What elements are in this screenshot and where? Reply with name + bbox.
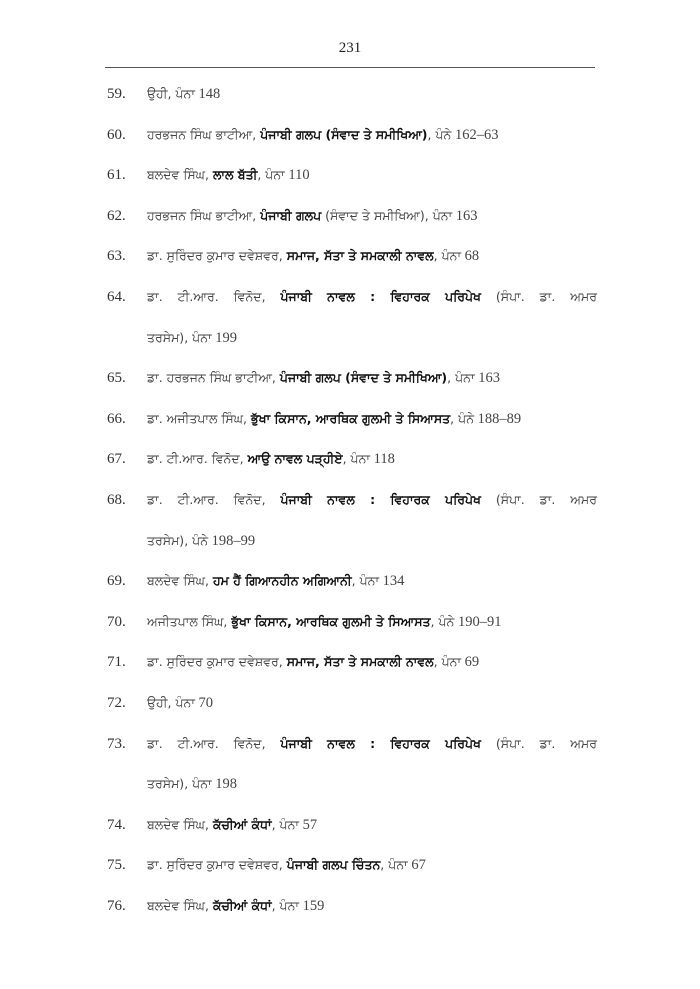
author: ਹਰਭਜਨ ਸਿੰਘ ਭਾਟੀਆ (147, 207, 253, 223)
page-label: ਪੰਨਾ (432, 207, 453, 223)
page-reference (192, 776, 237, 792)
endnote-item (107, 358, 597, 399)
page-number: 231 (338, 40, 362, 56)
author: ਡਾ. ਸੁਰਿੰਦਰ ਕੁਮਾਰ ਦਵੇਸ਼ਵਰ (147, 248, 279, 264)
book-title: ਪੰਜਾਬੀ ਗਲਪ (260, 207, 322, 223)
page-reference (175, 86, 220, 102)
page-value: 163 (478, 370, 500, 387)
author: ਡਾ. ਟੀ.ਆਰ. ਵਿਨੋਦ (147, 735, 262, 751)
page-label: ਪੰਨਾ (192, 329, 212, 345)
endnote-text: ਡਾ. ਸੁਰਿੰਦਰ ਕੁਮਾਰ ਦਵੇਸ਼ਵਰ, ਪੰਜਾਬੀ ਗਲਪ ਚਿੰਤਨ, ਪੰਨਾ 67 (147, 857, 426, 874)
page-label: ਪੰਨਾ (441, 248, 462, 264)
author: ਡਾ. ਸੁਰਿੰਦਰ ਕੁਮਾਰ ਦਵੇਸ਼ਵਰ (147, 857, 279, 873)
book-title: ਪੰਜਾਬੀ ਗਲਪ (ਸੰਵਾਦ ਤੇ ਸਮੀਖਿਆ) (260, 126, 428, 142)
page-reference (265, 167, 309, 183)
page-label: ਪੰਨਾ (175, 86, 195, 101)
page-reference (360, 573, 405, 589)
page-label: ਪੰਨੇ (458, 410, 475, 426)
header-rule (105, 67, 595, 68)
editor-note: (ਸੰਵਾਦ ਤੇ ਸਮੀਖਿਆ) (325, 207, 425, 223)
page-reference (175, 695, 213, 711)
endnote-number: 59. (107, 86, 126, 102)
endnote-number: 66. (107, 410, 126, 427)
page-label: ਪੰਨਾ (455, 370, 475, 386)
endnote-number: 76. (107, 897, 126, 914)
author: ਬਲਦੇਵ ਸਿੰਘ (147, 167, 205, 183)
book-title: ਆਉ ਨਾਵਲ ਪੜ੍ਹੀਏ (247, 451, 343, 467)
page-label: ਪੰਨਾ (279, 897, 299, 913)
endnote-item (107, 724, 597, 805)
book-title: ਪੰਜਾਬੀ ਨਾਵਲ : ਵਿਹਾਰਕ ਪਰਿਪੇਖ (280, 735, 481, 751)
page-label: ਪੰਨਾ (192, 776, 212, 792)
endnote-text: ਬਲਦੇਵ ਸਿੰਘ, ਕੱਚੀਆਂ ਕੰਧਾਂ, ਪੰਨਾ 57 (147, 816, 318, 833)
endnote-item (107, 115, 597, 156)
endnote-item (107, 399, 597, 440)
endnote-item (107, 642, 597, 683)
editor-note-continued: ਤਰਸੇਮ) (147, 776, 185, 792)
endnote-number: 69. (107, 573, 126, 590)
book-title: ਪੰਜਾਬੀ ਨਾਵਲ : ਵਿਹਾਰਕ ਪਰਿਪੇਖ (280, 288, 481, 304)
author: ਉਹੀ (147, 86, 168, 101)
page-reference (442, 654, 480, 670)
page-label: ਪੰਨਾ (388, 857, 408, 873)
endnote-text: ਡਾ. ਸੁਰਿੰਦਰ ਕੁਮਾਰ ਦਵੇਸ਼ਵਰ, ਸਮਾਜ, ਸੱਤਾ ਤੇ ਸਮਕਾਲੀ ਨਾਵਲ, ਪੰਨਾ 69 (147, 654, 480, 671)
author: ਹਰਭਜਨ ਸਿੰਘ ਭਾਟੀਆ (147, 126, 253, 142)
endnote-number: 72. (107, 694, 126, 711)
page-value: 70 (198, 694, 214, 711)
author: ਉਹੀ (147, 694, 168, 710)
endnote-number: 60. (107, 126, 126, 143)
page-label: ਪੰਨੇ (435, 126, 452, 142)
endnote-number: 63. (107, 248, 126, 265)
page-label: ਪੰਨਾ (359, 573, 380, 589)
page-value: 148 (198, 86, 221, 102)
book-title: ਹਮ ਹੈਂ ਗਿਆਨਹੀਨ ਅਗਿਆਨੀ (212, 573, 352, 589)
page-reference (433, 208, 478, 224)
page-value: 57 (302, 816, 318, 833)
endnote-item (107, 196, 597, 237)
page-value: 110 (288, 167, 310, 184)
page-value: 163 (455, 207, 478, 224)
endnote-text: ਉਹੀ, ਪੰਨਾ 148 (147, 86, 221, 102)
editor-note: (ਸੰਪਾ. ਡਾ. ਅਮਰ (495, 735, 597, 751)
endnote-number: 74. (107, 816, 126, 833)
page-value: 198–99 (211, 532, 256, 549)
endnote-text: ਬਲਦੇਵ ਸਿੰਘ, ਹਮ ਹੈਂ ਗਿਆਨਹੀਨ ਅਗਿਆਨੀ, ਪੰਨਾ 134 (147, 573, 405, 590)
endnote-item (107, 277, 597, 358)
book-title: ਭੁੱਖਾ ਕਿਸਾਨ, ਆਰਥਿਕ ਗੁਲਮੀ ਤੇ ਸਿਆਸਤ (231, 613, 431, 629)
page-label: ਪੰਨਾ (265, 167, 285, 183)
endnote-number: 71. (107, 654, 126, 671)
book-title: ਪੰਜਾਬੀ ਗਲਪ (ਸੰਵਾਦ ਤੇ ਸਮੀਖਿਆ) (279, 370, 448, 386)
page-value: 199 (215, 329, 237, 346)
endnote-number: 61. (107, 167, 126, 184)
page-label: ਪੰਨਾ (350, 451, 370, 467)
endnote-item (107, 439, 597, 480)
endnote-number: 62. (107, 207, 126, 224)
page-reference (435, 127, 498, 143)
endnote-item (107, 683, 597, 724)
endnote-item (107, 155, 597, 196)
endnote-text: ਹਰਭਜਨ ਸਿੰਘ ਭਾਟੀਆ, ਪੰਜਾਬੀ ਗਲਪ (ਸੰਵਾਦ ਤੇ ਸਮੀਖਿਆ), ਪੰਨਾ 163 (147, 207, 478, 224)
page-label: ਪੰਨਾ (441, 654, 462, 670)
page-label: ਪੰਨਾ (175, 694, 195, 710)
endnote-text: ਡਾ. ਟੀ.ਆਰ. ਵਿਨੋਦ, ਪੰਜਾਬੀ ਨਾਵਲ : ਵਿਹਾਰਕ ਪਰਿਪੇਖ (ਸੰਪਾ. ਡਾ. ਅਮਰ ਤਰਸੇਮ), ਪੰਨੇ 198–99 (147, 491, 597, 549)
page-reference (458, 411, 521, 427)
book-title: ਪੰਜਾਬੀ ਨਾਵਲ : ਵਿਹਾਰਕ ਪਰਿਪੇਖ (280, 491, 481, 507)
page-reference (388, 857, 426, 873)
page-label: ਪੰਨੇ (192, 532, 209, 548)
page-value: 159 (302, 897, 325, 914)
page-value: 134 (382, 573, 405, 590)
page-reference (442, 248, 480, 264)
endnote-text: ਅਜੀਤਪਾਲ ਸਿੰਘ, ਭੁੱਖਾ ਕਿਸਾਨ, ਆਰਥਿਕ ਗੁਲਮੀ ਤੇ ਸਿਆਸਤ, ਪੰਨੇ 190–91 (147, 613, 502, 630)
endnote-item (107, 561, 597, 602)
page-reference (192, 533, 255, 549)
author: ਬਲਦੇਵ ਸਿੰਘ (147, 816, 205, 832)
endnote-number: 68. (107, 491, 126, 508)
editor-note: (ਸੰਪਾ. ਡਾ. ਅਮਰ (495, 491, 597, 507)
endnote-item (107, 845, 597, 886)
endnote-text: ਡਾ. ਹਰਭਜਨ ਸਿੰਘ ਭਾਟੀਆ, ਪੰਜਾਬੀ ਗਲਪ (ਸੰਵਾਦ ਤੇ ਸਮੀਖਿਆ), ਪੰਨਾ 163 (147, 370, 500, 387)
endnote-item (107, 236, 597, 277)
page-value: 67 (411, 857, 426, 874)
author: ਡਾ. ਟੀ.ਆਰ. ਵਿਨੋਦ (147, 491, 262, 507)
author: ਡਾ. ਅਜੀਤਪਾਲ ਸਿੰਘ (147, 410, 244, 426)
page-reference (351, 451, 395, 467)
book-title: ਕੱਚੀਆਂ ਕੰਧਾਂ (212, 816, 272, 832)
endnote-text: ਡਾ. ਸੁਰਿੰਦਰ ਕੁਮਾਰ ਦਵੇਸ਼ਵਰ, ਸਮਾਜ, ਸੱਤਾ ਤੇ ਸਮਕਾਲੀ ਨਾਵਲ, ਪੰਨਾ 68 (147, 248, 480, 265)
author: ਡਾ. ਹਰਭਜਨ ਸਿੰਘ ਭਾਟੀਆ (147, 370, 272, 386)
endnote-text: ਡਾ. ਟੀ.ਆਰ. ਵਿਨੋਦ, ਪੰਜਾਬੀ ਨਾਵਲ : ਵਿਹਾਰਕ ਪਰਿਪੇਖ (ਸੰਪਾ. ਡਾ. ਅਮਰ ਤਰਸੇਮ), ਪੰਨਾ 198 (147, 735, 597, 793)
endnote-text: ਹਰਭਜਨ ਸਿੰਘ ਭਾਟੀਆ, ਪੰਜਾਬੀ ਗਲਪ (ਸੰਵਾਦ ਤੇ ਸਮੀਖਿਆ), ਪੰਨੇ 162–63 (147, 126, 499, 143)
book-title: ਪੰਜਾਬੀ ਗਲਪ ਚਿੰਤਨ (286, 857, 381, 873)
page-value: 198 (215, 776, 237, 793)
editor-note-continued: ਤਰਸੇਮ) (147, 532, 185, 548)
book-title: ਭੁੱਖਾ ਕਿਸਾਨ, ਆਰਥਿਕ ਗੁਲਮੀ ਤੇ ਸਿਆਸਤ (251, 410, 451, 426)
endnote-number: 75. (107, 857, 126, 874)
author: ਡਾ. ਸੁਰਿੰਦਰ ਕੁਮਾਰ ਦਵੇਸ਼ਵਰ (147, 654, 279, 670)
endnote-item (107, 805, 597, 846)
page-value: 190–91 (457, 613, 502, 630)
endnote-number: 64. (107, 288, 126, 305)
page-value: 188–89 (477, 410, 522, 427)
editor-note-continued: ਤਰਸੇਮ) (147, 329, 185, 345)
author: ਡਾ. ਟੀ.ਆਰ. ਵਿਨੋਦ (147, 451, 240, 467)
endnote-text: ਉਹੀ, ਪੰਨਾ 70 (147, 694, 214, 711)
endnote-text: ਡਾ. ਅਜੀਤਪਾਲ ਸਿੰਘ, ਭੁੱਖਾ ਕਿਸਾਨ, ਆਰਥਿਕ ਗੁਲਮੀ ਤੇ ਸਿਆਸਤ, ਪੰਨੇ 188–89 (147, 410, 522, 427)
book-title: ਸਮਾਜ, ਸੱਤਾ ਤੇ ਸਮਕਾਲੀ ਨਾਵਲ (286, 248, 434, 264)
author: ਅਜੀਤਪਾਲ ਸਿੰਘ (147, 613, 224, 629)
endnote-item (107, 74, 597, 115)
page-label: ਪੰਨਾ (279, 816, 299, 832)
book-title: ਲਾਲ ਬੱਤੀ (212, 167, 258, 183)
page-reference (280, 898, 325, 914)
endnote-text: ਬਲਦੇਵ ਸਿੰਘ, ਲਾਲ ਬੱਤੀ, ਪੰਨਾ 110 (147, 167, 310, 184)
endnotes-list (107, 74, 597, 926)
page-value: 162–63 (454, 126, 499, 143)
page-label: ਪੰਨੇ (438, 613, 455, 629)
endnote-number: 70. (107, 613, 126, 630)
author: ਬਲਦੇਵ ਸਿੰਘ (147, 897, 205, 913)
endnote-text: ਬਲਦੇਵ ਸਿੰਘ, ਕੱਚੀਆਂ ਕੰਧਾਂ, ਪੰਨਾ 159 (147, 897, 325, 914)
page-value: 69 (464, 654, 480, 671)
page-value: 118 (373, 451, 395, 468)
page-reference (455, 370, 500, 386)
author: ਡਾ. ਟੀ.ਆਰ. ਵਿਨੋਦ (147, 288, 262, 304)
author: ਬਲਦੇਵ ਸਿੰਘ (147, 573, 205, 589)
endnote-number: 73. (107, 735, 126, 752)
endnote-number: 67. (107, 451, 126, 468)
endnote-item (107, 602, 597, 643)
page-value: 68 (464, 248, 480, 265)
endnote-number: 65. (107, 370, 126, 387)
endnote-text: ਡਾ. ਟੀ.ਆਰ. ਵਿਨੋਦ, ਆਉ ਨਾਵਲ ਪੜ੍ਹੀਏ, ਪੰਨਾ 118 (147, 451, 395, 468)
endnote-item (107, 886, 597, 927)
page-reference (192, 330, 237, 346)
book-title: ਕੱਚੀਆਂ ਕੰਧਾਂ (212, 897, 272, 913)
book-title: ਸਮਾਜ, ਸੱਤਾ ਤੇ ਸਮਕਾਲੀ ਨਾਵਲ (286, 654, 434, 670)
page-reference (280, 817, 318, 833)
endnote-text: ਡਾ. ਟੀ.ਆਰ. ਵਿਨੋਦ, ਪੰਜਾਬੀ ਨਾਵਲ : ਵਿਹਾਰਕ ਪਰਿਪੇਖ (ਸੰਪਾ. ਡਾ. ਅਮਰ ਤਰਸੇਮ), ਪੰਨਾ 199 (147, 288, 597, 346)
endnote-item (107, 480, 597, 561)
page-reference (438, 614, 501, 630)
editor-note: (ਸੰਪਾ. ਡਾ. ਅਮਰ (495, 288, 597, 304)
